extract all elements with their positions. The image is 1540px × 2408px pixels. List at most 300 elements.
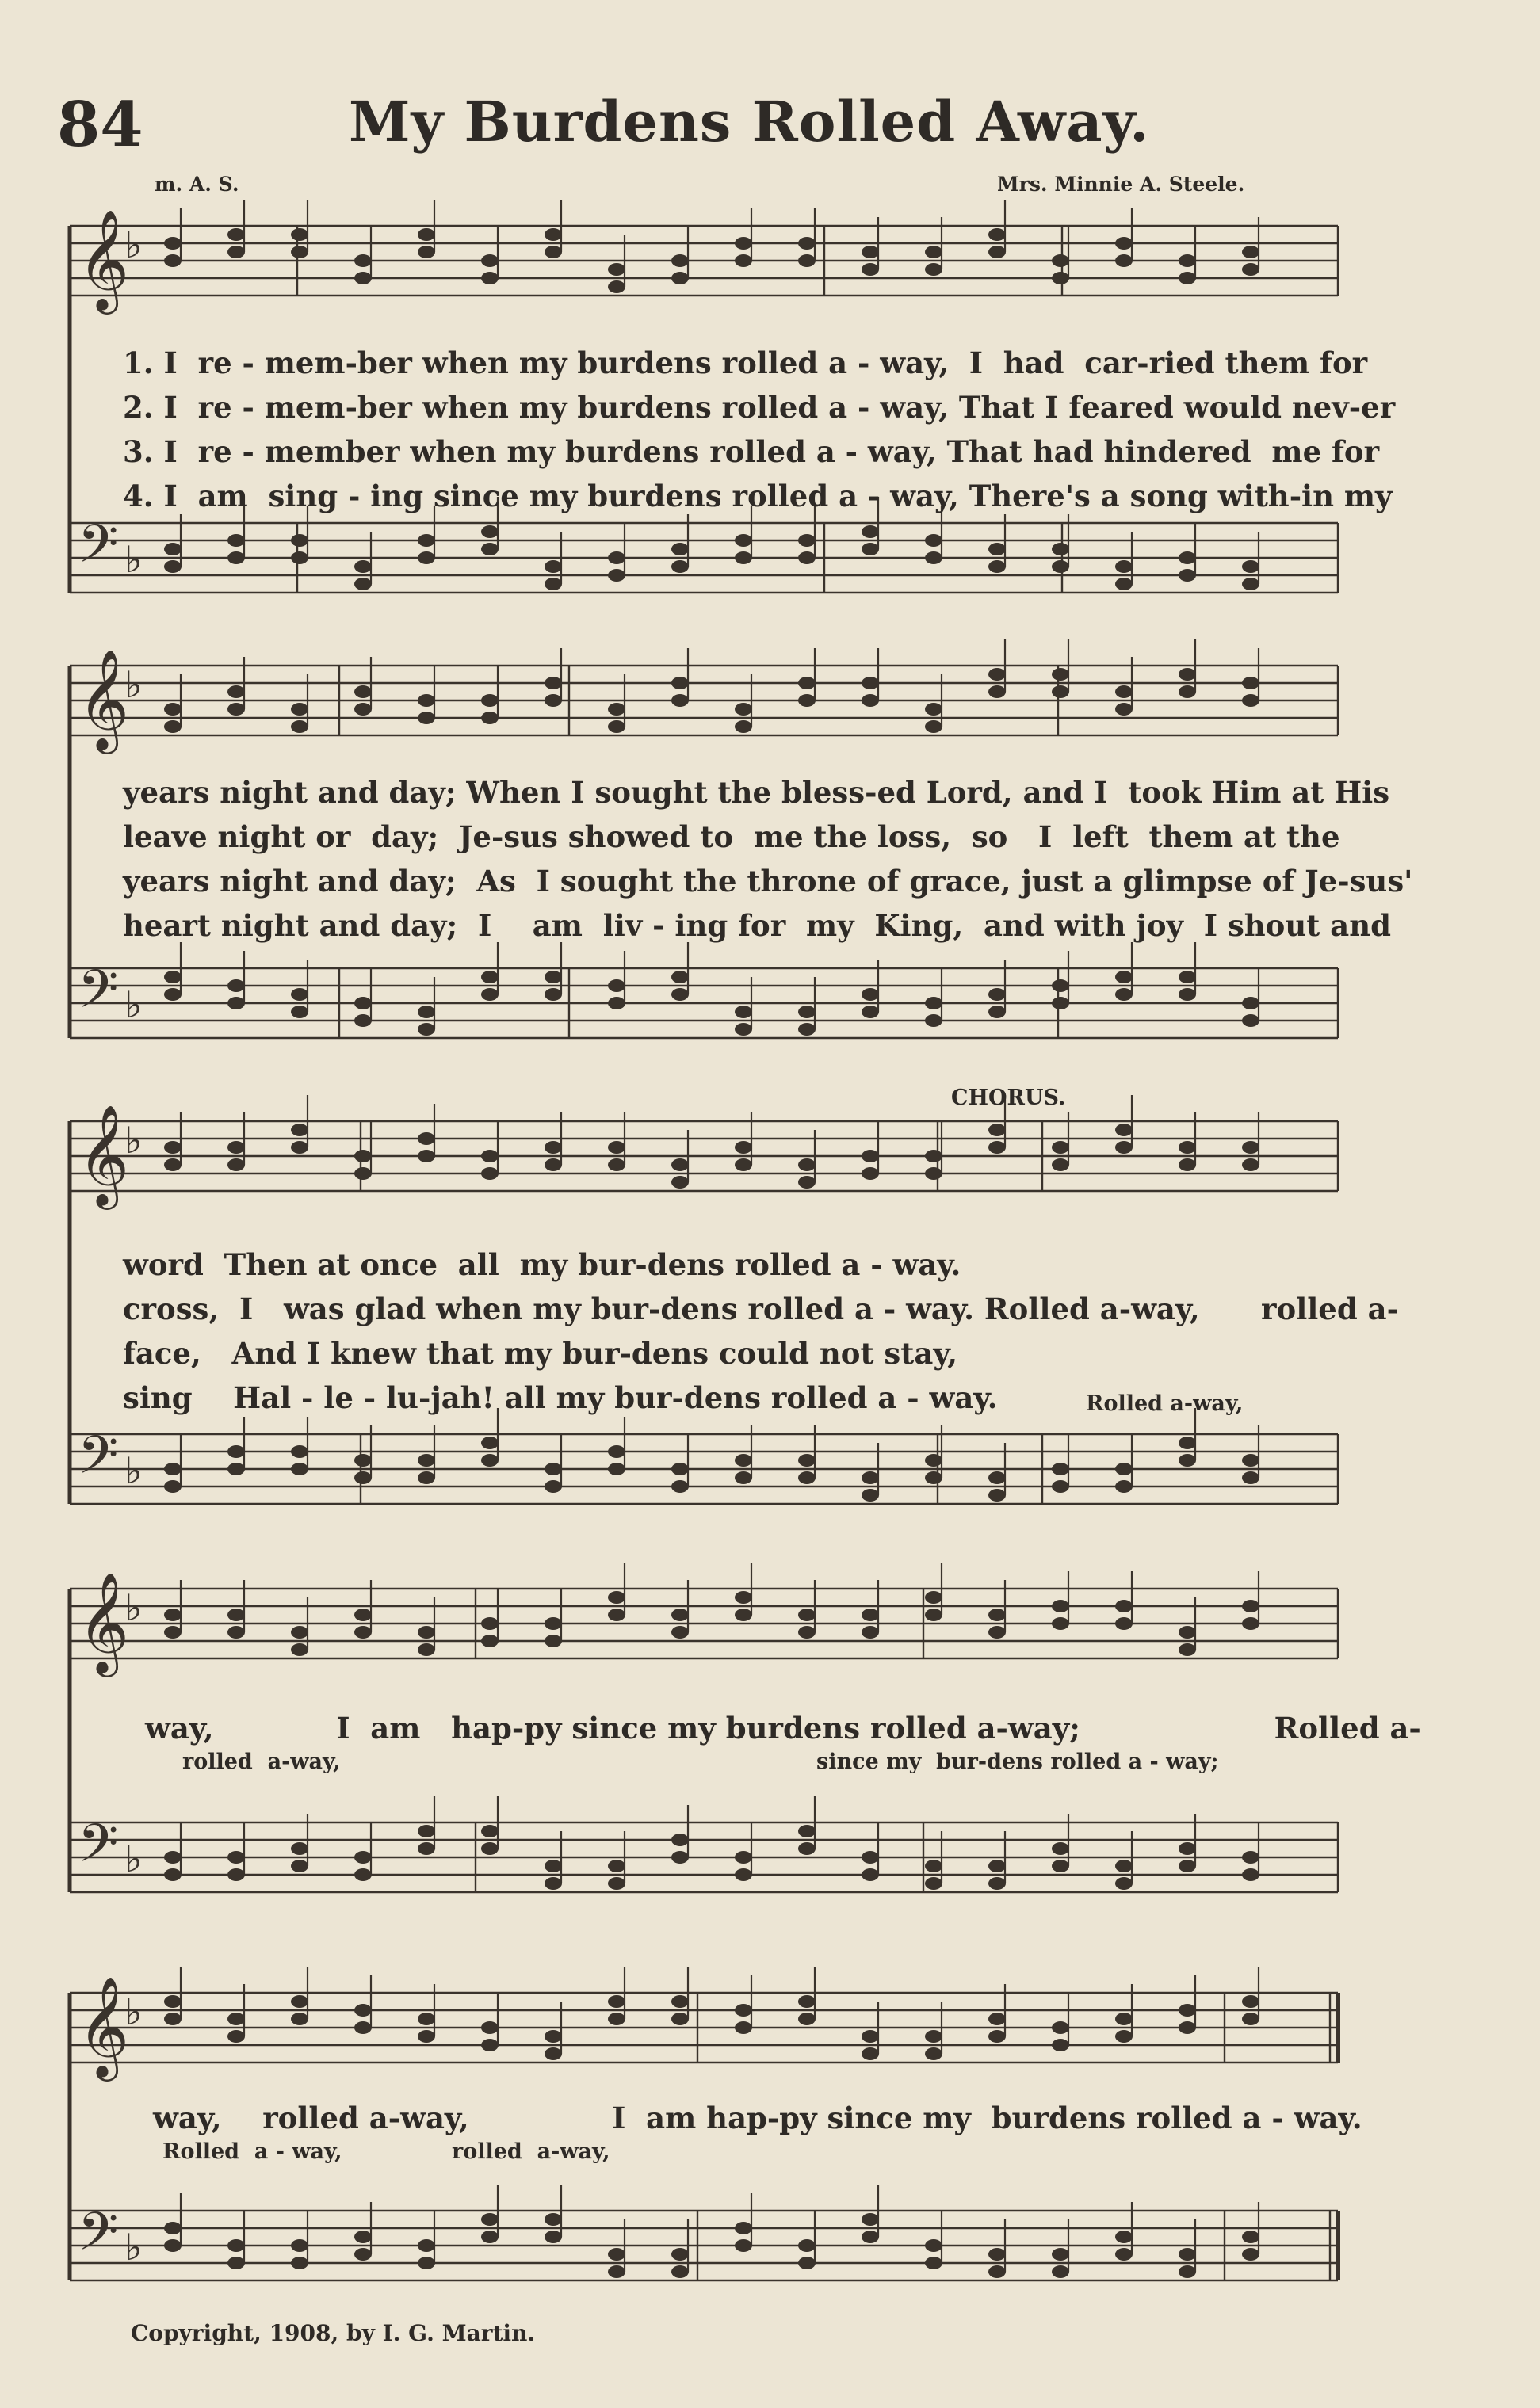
- note-head: [164, 2239, 182, 2252]
- note-head: [291, 1006, 308, 1018]
- note-head: [988, 1860, 1006, 1872]
- note-head: [291, 551, 308, 564]
- note-head: [925, 1454, 942, 1467]
- note-head: [798, 1176, 816, 1189]
- bass-clef-icon: 𝄢: [78, 959, 119, 1032]
- note-head: [418, 694, 435, 707]
- chorus-cue-rolled-away: rolled a-way,: [182, 1750, 341, 1774]
- note-head: [354, 703, 372, 716]
- note-head: [608, 551, 625, 564]
- note-head: [418, 1150, 435, 1162]
- note-head: [735, 2222, 752, 2234]
- note-head: [545, 1463, 562, 1475]
- key-signature-flat-icon: ♭: [125, 538, 143, 581]
- note-head: [481, 1437, 499, 1449]
- note-head: [1115, 703, 1133, 716]
- key-signature-flat-icon: ♭: [125, 1990, 143, 2033]
- note-head: [671, 677, 689, 689]
- note-head: [735, 1454, 752, 1467]
- note-head: [925, 1877, 942, 1890]
- note-head: [671, 1626, 689, 1639]
- note-head: [354, 2021, 372, 2034]
- note-head: [988, 1006, 1006, 1018]
- note-head: [671, 1609, 689, 1621]
- note-head: [925, 1860, 942, 1872]
- note-head: [227, 246, 245, 258]
- treble-clef-icon: 𝄞: [78, 1571, 130, 1673]
- verse-2-line-1: 2. I re - mem-ber when my burdens rolled a - way, That I feared would nev-er: [123, 390, 1396, 425]
- note-head: [925, 2257, 942, 2269]
- note-head: [798, 1006, 816, 1018]
- note-head: [1052, 997, 1069, 1009]
- note-head: [418, 551, 435, 564]
- note-head: [925, 997, 942, 1009]
- note-head: [291, 1643, 308, 1656]
- note-head: [862, 246, 879, 258]
- note-head: [1242, 2013, 1259, 2025]
- note-head: [862, 2231, 879, 2243]
- note-head: [1242, 997, 1259, 1009]
- note-head: [671, 2265, 689, 2278]
- note-head: [1115, 1877, 1133, 1890]
- note-head: [227, 1609, 245, 1621]
- note-head: [1179, 2265, 1196, 2278]
- note-head: [1179, 1626, 1196, 1639]
- note-head: [862, 1006, 879, 1018]
- note-head: [481, 1150, 499, 1162]
- note-head: [1052, 1463, 1069, 1475]
- note-head: [671, 1158, 689, 1171]
- note-head: [925, 1471, 942, 1484]
- note-head: [481, 543, 499, 555]
- note-head: [608, 2013, 625, 2025]
- note-head: [862, 263, 879, 276]
- verse-4-line-3: sing Hal - le - lu-jah! all my bur-dens rolled a - way.: [123, 1380, 998, 1415]
- note-head: [354, 578, 372, 590]
- note-head: [418, 534, 435, 547]
- note-head: [608, 569, 625, 582]
- note-head: [1052, 2039, 1069, 2051]
- note-head: [418, 2013, 435, 2025]
- note-head: [481, 2039, 499, 2051]
- note-head: [862, 2047, 879, 2060]
- bass-cue-rolled-away: Rolled a-way,: [1086, 1391, 1244, 1416]
- note-head: [1242, 1851, 1259, 1864]
- note-head: [1242, 263, 1259, 276]
- note-head: [545, 1480, 562, 1493]
- note-head: [1052, 2265, 1069, 2278]
- note-head: [671, 1851, 689, 1864]
- note-head: [545, 2231, 562, 2243]
- note-head: [735, 1158, 752, 1171]
- note-head: [1179, 685, 1196, 698]
- note-head: [608, 1445, 625, 1458]
- note-head: [1179, 2004, 1196, 2017]
- note-head: [1242, 578, 1259, 590]
- note-head: [671, 560, 689, 573]
- note-head: [291, 1141, 308, 1154]
- note-head: [608, 1860, 625, 1872]
- note-head: [418, 712, 435, 724]
- note-head: [798, 551, 816, 564]
- note-head: [608, 1591, 625, 1604]
- note-head: [227, 228, 245, 241]
- note-head: [608, 1609, 625, 1621]
- note-head: [164, 1626, 182, 1639]
- note-head: [1179, 1141, 1196, 1154]
- note-head: [925, 246, 942, 258]
- chorus-line-2: way, rolled a-way, I am hap-py since my burdens rolled a - way.: [153, 2101, 1362, 2135]
- note-head: [1242, 1158, 1259, 1171]
- note-head: [798, 1995, 816, 2008]
- note-head: [671, 1463, 689, 1475]
- note-head: [227, 1141, 245, 1154]
- note-head: [925, 1591, 942, 1604]
- note-head: [608, 979, 625, 992]
- note-head: [735, 1006, 752, 1018]
- composer-credit: Mrs. Minnie A. Steele.: [997, 173, 1245, 196]
- key-signature-flat-icon: ♭: [125, 1119, 143, 1162]
- note-head: [418, 1454, 435, 1467]
- note-head: [735, 534, 752, 547]
- bass-clef-icon: 𝄢: [78, 1813, 119, 1887]
- note-head: [671, 1834, 689, 1846]
- note-head: [608, 2248, 625, 2261]
- verse-1-line-2: years night and day; When I sought the bless-ed Lord, and I took Him at His: [123, 775, 1390, 810]
- note-head: [1052, 668, 1069, 681]
- note-head: [988, 1124, 1006, 1136]
- verse-3-line-1: 3. I re - member when my burdens rolled a - way, That had hindered me for: [123, 434, 1380, 469]
- note-head: [988, 685, 1006, 698]
- note-head: [1115, 1617, 1133, 1630]
- note-head: [545, 2047, 562, 2060]
- note-head: [227, 2013, 245, 2025]
- note-head: [1115, 254, 1133, 267]
- treble-clef-icon: 𝄞: [78, 208, 130, 310]
- note-head: [608, 280, 625, 293]
- note-head: [227, 2030, 245, 2043]
- verse-3-line-2: years night and day; As I sought the throne of grace, just a glimpse of Je-sus': [123, 864, 1413, 899]
- note-head: [481, 1454, 499, 1467]
- note-head: [1179, 1643, 1196, 1656]
- note-head: [862, 1868, 879, 1881]
- note-head: [988, 1609, 1006, 1621]
- note-head: [862, 525, 879, 538]
- note-head: [735, 551, 752, 564]
- note-head: [354, 997, 372, 1009]
- note-head: [164, 1463, 182, 1475]
- note-head: [545, 971, 562, 983]
- note-head: [1242, 1868, 1259, 1881]
- note-head: [227, 979, 245, 992]
- key-signature-flat-icon: ♭: [125, 663, 143, 706]
- note-head: [735, 1141, 752, 1154]
- note-head: [545, 246, 562, 258]
- note-head: [925, 534, 942, 547]
- note-head: [354, 1150, 372, 1162]
- note-head: [481, 2021, 499, 2034]
- note-head: [1179, 971, 1196, 983]
- note-head: [481, 694, 499, 707]
- note-head: [291, 1124, 308, 1136]
- verse-1-line-3: word Then at once all my bur-dens rolled a - way.: [123, 1247, 961, 1282]
- note-head: [1052, 1842, 1069, 1855]
- note-head: [291, 2239, 308, 2252]
- note-head: [862, 694, 879, 707]
- note-head: [545, 694, 562, 707]
- note-head: [164, 543, 182, 555]
- note-head: [1052, 979, 1069, 992]
- note-head: [862, 2213, 879, 2226]
- treble-clef-icon: 𝄞: [78, 1104, 130, 1205]
- note-head: [418, 1825, 435, 1837]
- note-head: [545, 578, 562, 590]
- note-head: [1115, 971, 1133, 983]
- note-head: [291, 720, 308, 733]
- note-head: [1115, 1600, 1133, 1612]
- note-head: [862, 2030, 879, 2043]
- note-head: [798, 677, 816, 689]
- note-head: [1242, 1454, 1259, 1467]
- note-head: [798, 1842, 816, 1855]
- note-head: [1052, 543, 1069, 555]
- note-head: [862, 1471, 879, 1484]
- note-head: [988, 2248, 1006, 2261]
- note-head: [164, 560, 182, 573]
- note-head: [735, 2004, 752, 2017]
- key-signature-flat-icon: ♭: [125, 223, 143, 266]
- note-head: [291, 1860, 308, 1872]
- note-head: [1242, 560, 1259, 573]
- note-head: [545, 228, 562, 241]
- note-head: [608, 263, 625, 276]
- note-head: [608, 997, 625, 1009]
- note-head: [1115, 1141, 1133, 1154]
- note-head: [798, 1158, 816, 1171]
- copyright-notice: Copyright, 1908, by I. G. Martin.: [131, 2320, 536, 2346]
- note-head: [227, 1445, 245, 1458]
- note-head: [354, 560, 372, 573]
- note-head: [735, 1609, 752, 1621]
- note-head: [988, 543, 1006, 555]
- note-head: [925, 703, 942, 716]
- note-head: [227, 551, 245, 564]
- note-head: [164, 1158, 182, 1171]
- note-head: [418, 246, 435, 258]
- note-head: [545, 988, 562, 1001]
- note-head: [291, 1463, 308, 1475]
- note-head: [1242, 1995, 1259, 2008]
- note-head: [1115, 988, 1133, 1001]
- key-signature-flat-icon: ♭: [125, 1837, 143, 1880]
- note-head: [925, 551, 942, 564]
- note-head: [481, 1167, 499, 1180]
- note-head: [291, 1995, 308, 2008]
- note-head: [545, 1158, 562, 1171]
- key-signature-flat-icon: ♭: [125, 1586, 143, 1629]
- note-head: [798, 1609, 816, 1621]
- note-head: [988, 1626, 1006, 1639]
- note-head: [1179, 1842, 1196, 1855]
- note-head: [925, 1150, 942, 1162]
- note-head: [862, 988, 879, 1001]
- note-head: [671, 543, 689, 555]
- note-head: [671, 1480, 689, 1493]
- note-head: [227, 1463, 245, 1475]
- note-head: [291, 246, 308, 258]
- note-head: [354, 1014, 372, 1027]
- note-head: [481, 971, 499, 983]
- note-head: [1115, 578, 1133, 590]
- note-head: [164, 2013, 182, 2025]
- note-head: [418, 1023, 435, 1036]
- note-head: [735, 1471, 752, 1484]
- note-head: [164, 237, 182, 250]
- note-head: [164, 1995, 182, 2008]
- note-head: [862, 1626, 879, 1639]
- bass-clef-icon: 𝄢: [78, 2201, 119, 2275]
- note-head: [735, 254, 752, 267]
- note-head: [988, 246, 1006, 258]
- note-head: [735, 237, 752, 250]
- note-head: [164, 254, 182, 267]
- note-head: [291, 1445, 308, 1458]
- note-head: [227, 685, 245, 698]
- note-head: [798, 534, 816, 547]
- note-head: [545, 1860, 562, 1872]
- note-head: [1179, 551, 1196, 564]
- note-head: [1179, 569, 1196, 582]
- note-head: [988, 1471, 1006, 1484]
- note-head: [988, 228, 1006, 241]
- note-head: [1052, 1480, 1069, 1493]
- note-head: [988, 1877, 1006, 1890]
- note-head: [418, 228, 435, 241]
- note-head: [862, 1851, 879, 1864]
- note-head: [545, 560, 562, 573]
- note-head: [164, 988, 182, 1001]
- note-head: [1242, 1471, 1259, 1484]
- note-head: [354, 1626, 372, 1639]
- note-head: [671, 2248, 689, 2261]
- note-head: [1052, 1617, 1069, 1630]
- chorus-line-1: way, I am hap-py since my burdens rolled a-way; Rolled a-: [145, 1711, 1421, 1746]
- bass-clef-icon: 𝄢: [78, 513, 119, 587]
- note-head: [735, 1851, 752, 1864]
- note-head: [354, 1471, 372, 1484]
- note-head: [608, 703, 625, 716]
- note-head: [671, 694, 689, 707]
- verse-4-line-2: heart night and day; I am liv - ing for my King, and with joy I shout and: [123, 908, 1391, 943]
- note-head: [481, 2213, 499, 2226]
- note-head: [671, 971, 689, 983]
- note-head: [545, 677, 562, 689]
- note-head: [545, 1877, 562, 1890]
- note-head: [354, 254, 372, 267]
- note-head: [291, 228, 308, 241]
- note-head: [608, 1995, 625, 2008]
- note-head: [1115, 2030, 1133, 2043]
- note-head: [1115, 1860, 1133, 1872]
- note-head: [354, 1167, 372, 1180]
- note-head: [1242, 677, 1259, 689]
- note-head: [227, 2257, 245, 2269]
- note-head: [354, 1868, 372, 1881]
- note-head: [1115, 1124, 1133, 1136]
- note-head: [1242, 246, 1259, 258]
- note-head: [735, 2239, 752, 2252]
- note-head: [291, 534, 308, 547]
- note-head: [798, 237, 816, 250]
- note-head: [925, 1014, 942, 1027]
- note-head: [1115, 1480, 1133, 1493]
- note-head: [1052, 1158, 1069, 1171]
- note-head: [354, 2004, 372, 2017]
- note-head: [1052, 560, 1069, 573]
- note-head: [227, 2239, 245, 2252]
- note-head: [291, 1842, 308, 1855]
- note-head: [481, 1825, 499, 1837]
- note-head: [798, 2013, 816, 2025]
- note-head: [798, 1471, 816, 1484]
- note-head: [735, 703, 752, 716]
- note-head: [988, 988, 1006, 1001]
- note-head: [291, 988, 308, 1001]
- verse-2-line-2: leave night or day; Je-sus showed to me the loss, so I left them at the: [123, 819, 1340, 854]
- note-head: [798, 1023, 816, 1036]
- note-head: [1115, 1463, 1133, 1475]
- chorus-cue-rolled-away-2: Rolled a - way,: [162, 2139, 342, 2164]
- note-head: [354, 1609, 372, 1621]
- note-head: [798, 254, 816, 267]
- note-head: [1052, 2021, 1069, 2034]
- bass-clef-icon: 𝄢: [78, 1425, 119, 1498]
- note-head: [418, 1842, 435, 1855]
- note-head: [418, 1006, 435, 1018]
- note-head: [925, 720, 942, 733]
- note-head: [608, 1141, 625, 1154]
- note-head: [608, 2265, 625, 2278]
- note-head: [418, 1132, 435, 1145]
- note-head: [1115, 237, 1133, 250]
- key-signature-flat-icon: ♭: [125, 1449, 143, 1492]
- note-head: [862, 1489, 879, 1502]
- key-signature-flat-icon: ♭: [125, 983, 143, 1026]
- note-head: [1242, 2248, 1259, 2261]
- note-head: [988, 1489, 1006, 1502]
- note-head: [545, 2213, 562, 2226]
- note-head: [1242, 1617, 1259, 1630]
- note-head: [735, 1868, 752, 1881]
- note-head: [608, 720, 625, 733]
- note-head: [1115, 2013, 1133, 2025]
- note-head: [354, 2248, 372, 2261]
- note-head: [291, 1626, 308, 1639]
- note-head: [988, 2265, 1006, 2278]
- note-head: [545, 1635, 562, 1647]
- note-head: [481, 525, 499, 538]
- note-head: [1179, 2248, 1196, 2261]
- note-head: [735, 1023, 752, 1036]
- note-head: [481, 1635, 499, 1647]
- note-head: [1115, 2248, 1133, 2261]
- verse-4-line-1: 4. I am sing - ing since my burdens rolled a - way, There's a song with-in my: [123, 479, 1393, 513]
- note-head: [164, 971, 182, 983]
- note-head: [1179, 1437, 1196, 1449]
- note-head: [798, 1626, 816, 1639]
- note-head: [671, 1995, 689, 2008]
- note-head: [481, 272, 499, 284]
